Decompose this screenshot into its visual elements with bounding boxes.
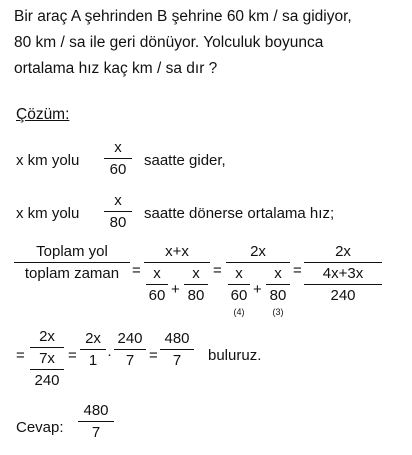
fraction-bar bbox=[144, 262, 210, 263]
answer-label: Cevap: bbox=[16, 419, 64, 436]
step2-den-b-multiplier: (3) bbox=[272, 307, 284, 317]
fraction-bar bbox=[228, 284, 250, 285]
equals-sign: = bbox=[293, 262, 302, 279]
multiply-dot: · bbox=[107, 346, 112, 363]
fraction-bar bbox=[184, 284, 208, 285]
result2-a bbox=[80, 330, 106, 369]
step2-den-b-den: 80 bbox=[269, 287, 287, 304]
step1-fraction bbox=[144, 243, 210, 265]
question-line-3: ortalama hız kaç km / sa dır ? bbox=[14, 60, 218, 77]
line2-prefix: x km yolu bbox=[16, 205, 80, 222]
line2-fraction-num: x bbox=[114, 192, 122, 209]
line1-suffix: saatte gider, bbox=[144, 152, 226, 169]
fraction-bar bbox=[104, 158, 132, 159]
result2-b-den: 7 bbox=[125, 352, 135, 369]
step3-den-den: 240 bbox=[330, 287, 356, 304]
step1-den-a-num: x bbox=[153, 265, 161, 282]
question-line-1: Bir araç A şehrinden B şehrine 60 km / sa gidiyor, bbox=[14, 8, 352, 25]
equals-sign: = bbox=[68, 347, 77, 364]
result-den-den: 240 bbox=[34, 372, 60, 389]
fraction-bar bbox=[226, 262, 290, 263]
line1-fraction bbox=[104, 139, 132, 178]
step1-den-b-den: 80 bbox=[187, 287, 205, 304]
plus-sign: + bbox=[171, 281, 180, 298]
step2-den-b-num: x bbox=[274, 265, 282, 282]
step3-fraction bbox=[304, 243, 382, 304]
total-fraction-den: toplam zaman bbox=[24, 265, 120, 282]
result-fraction bbox=[30, 328, 64, 389]
line1-fraction-den: 60 bbox=[109, 161, 127, 178]
step2-den-b bbox=[266, 265, 290, 321]
step2-den-a-multiplier: (4) bbox=[233, 307, 245, 317]
fraction-bar bbox=[78, 421, 114, 422]
result2-b bbox=[114, 330, 146, 369]
step1-num: x+x bbox=[165, 243, 189, 260]
equals-sign: = bbox=[149, 347, 158, 364]
fraction-bar bbox=[160, 349, 194, 350]
fraction-bar bbox=[304, 262, 382, 263]
fraction-bar bbox=[114, 349, 146, 350]
solution-heading: Çözüm: bbox=[16, 106, 70, 123]
answer-num: 480 bbox=[83, 402, 109, 419]
equals-sign: = bbox=[16, 347, 25, 364]
fraction-bar bbox=[304, 284, 382, 285]
fraction-bar bbox=[146, 284, 168, 285]
step2-den-a bbox=[228, 265, 250, 321]
fraction-bar bbox=[14, 262, 130, 263]
result3-num: 480 bbox=[164, 330, 190, 347]
fraction-bar bbox=[80, 349, 106, 350]
step1-den-a bbox=[146, 265, 168, 304]
total-fraction bbox=[14, 243, 130, 282]
result-den-num: 7x bbox=[39, 350, 55, 367]
step2-fraction bbox=[226, 243, 290, 265]
fraction-bar bbox=[30, 369, 64, 370]
line2-fraction bbox=[104, 192, 132, 231]
result3 bbox=[160, 330, 194, 369]
answer-fraction bbox=[78, 402, 114, 441]
line1-fraction-num: x bbox=[114, 139, 122, 156]
step1-den-b-num: x bbox=[192, 265, 200, 282]
step1-den-a-den: 60 bbox=[148, 287, 166, 304]
result3-den: 7 bbox=[172, 352, 182, 369]
fraction-bar bbox=[104, 211, 132, 212]
result-num: 2x bbox=[39, 328, 55, 345]
equals-sign: = bbox=[213, 262, 222, 279]
equals-sign: = bbox=[132, 262, 141, 279]
fraction-bar bbox=[30, 347, 64, 348]
total-fraction-num: Toplam yol bbox=[36, 243, 108, 260]
step2-den-a-num: x bbox=[235, 265, 243, 282]
step1-den-b bbox=[184, 265, 208, 304]
plus-sign: + bbox=[253, 281, 262, 298]
result2-a-num: 2x bbox=[85, 330, 101, 347]
step2-num: 2x bbox=[250, 243, 266, 260]
line2-fraction-den: 80 bbox=[109, 214, 127, 231]
question-line-2: 80 km / sa ile geri dönüyor. Yolculuk boyunca bbox=[14, 34, 324, 51]
line1-prefix: x km yolu bbox=[16, 152, 80, 169]
fraction-bar bbox=[266, 284, 290, 285]
step2-den-a-den: 60 bbox=[230, 287, 248, 304]
answer-den: 7 bbox=[91, 424, 101, 441]
line2-suffix: saatte dönerse ortalama hız; bbox=[144, 205, 335, 222]
step3-den-num: 4x+3x bbox=[322, 265, 364, 282]
step3-num: 2x bbox=[335, 243, 351, 260]
result2-a-den: 1 bbox=[88, 352, 98, 369]
result2-b-num: 240 bbox=[117, 330, 143, 347]
found-text: buluruz. bbox=[208, 347, 262, 364]
